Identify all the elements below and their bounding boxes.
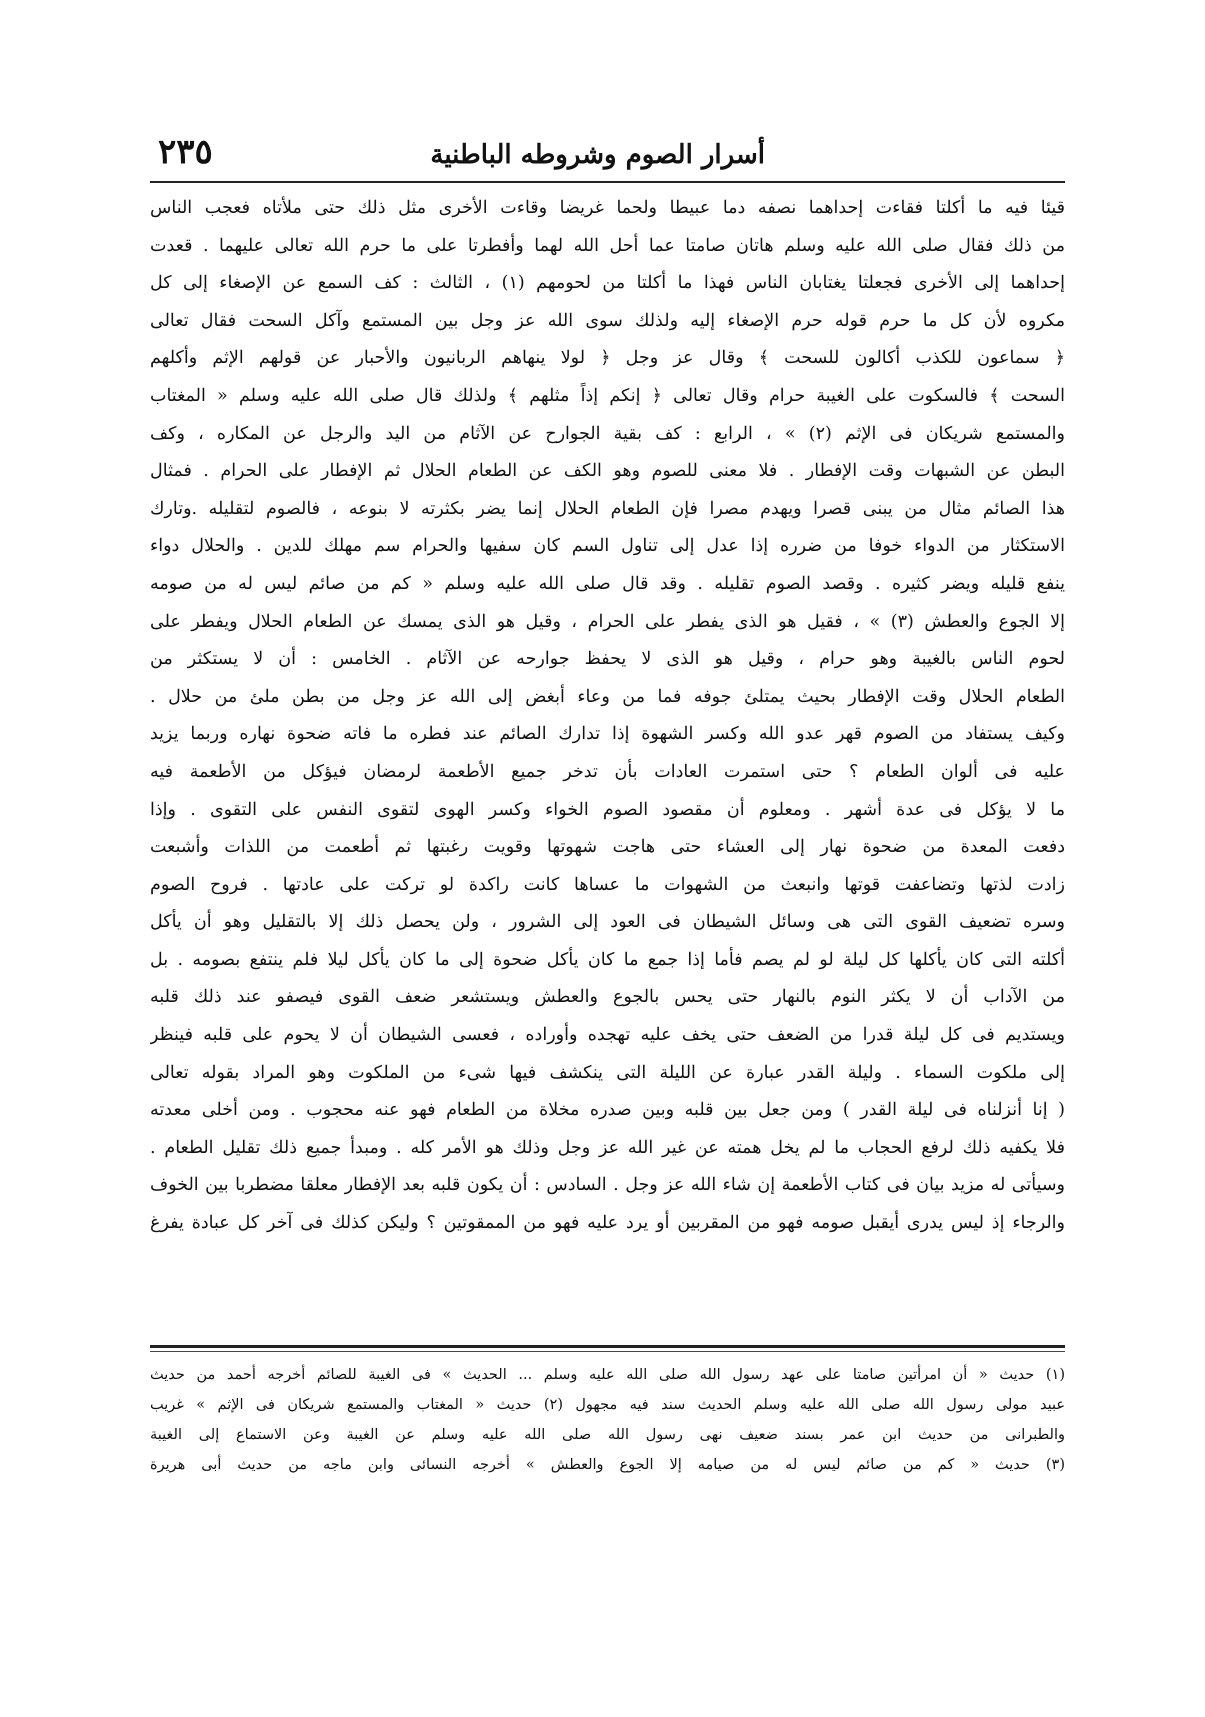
text-line: وسيأتى له مزيد بيان فى كتاب الأطعمة إن شاء الله عز وجل . السادس : أن يكون قلبه بعد الإفطار معلقا مضطربا بين الخوف	[150, 1175, 1065, 1196]
footnote-separator-thin	[150, 1351, 1065, 1352]
text-line: إلى ملكوت السماء . وليلة القدر عبارة عن الليلة التى ينكشف فيها شىء من الملكوت وهو المراد بقوله تعالى	[150, 1062, 1065, 1083]
text-line: فلا يكفيه ذلك لرفع الحجاب ما لم يخل همته عن غير الله عز وجل وذلك هو الأمر كله . ومبدأ جميع ذلك تقليل الطعام .	[150, 1137, 1065, 1158]
text-line: زادت لذتها وتضاعفت قوتها وانبعث من الشهوات ما عساها كانت راكدة لو تركت على عادتها . فروح الصوم	[150, 874, 1065, 895]
text-line: إحداهما إلى الأخرى فجعلتا يغتابان الناس فهذا ما أكلتا من لحومهم (١) ، الثالث : كف السمع عن الإصغاء إلى كل	[150, 273, 1065, 294]
text-line: ﴿ سماعون للكذب أكالون للسحت ﴾ وقال عز وجل ﴿ لولا ينهاهم الربانيون والأحبار عن قولهم الإثم وأكلهم	[150, 348, 1065, 369]
text-line: من ذلك فقال صلى الله عليه وسلم هاتان صامتا عما أحل الله لهما وأفطرتا على ما حرم الله تعالى عليهما . قعدت	[150, 235, 1065, 256]
footnote-line: والطبرانى من حديث ابن عمر بسند ضعيف نهى رسول الله صلى الله عليه وسلم عن الغيبة وعن الاستماع إلى الغيبة	[150, 1427, 1065, 1443]
footnotes	[150, 1360, 1065, 1480]
footnote-line: عبيد مولى رسول الله صلى الله عليه وسلم الحديث سند فيه مجهول (٢) حديث « المغتاب والمستمع شريكان فى الإثم » غريب	[150, 1397, 1065, 1413]
text-line: السحت ﴾ فالسكوت على الغيبة حرام وقال تعالى ﴿ إنكم إذاً مثلهم ﴾ ولذلك قال صلى الله عليه وسلم « المغتاب	[150, 385, 1065, 406]
text-line: الطعام الحلال وقت الإفطار بحيث يمتلئ جوفه فما من وعاء أبغض إلى الله عز وجل من بطن ملئ من حلال .	[150, 686, 1065, 707]
page-number: ٢٣٥	[158, 132, 213, 172]
text-line: مكروه لأن كل ما حرم قوله حرم الإصغاء إليه ولذلك سوى الله عز وجل بين المستمع وآكل السحت فقال تعالى	[150, 310, 1065, 331]
text-line: عليه فى ألوان الطعام ؟ حتى استمرت العادات بأن تدخر جميع الأطعمة لرمضان فيؤكل من الأطعمة فيه	[150, 761, 1065, 782]
text-line: إلا الجوع والعطش (٣) » ، فقيل هو الذى يفطر على الحرام ، وقيل هو الذى يمسك عن الطعام الحلال ويفطر على	[150, 611, 1065, 632]
text-line: دفعت المعدة من ضحوة نهار إلى العشاء حتى هاجت شهوتها وقويت رغبتها ثم أطعمت من اللذات وأشبعت	[150, 837, 1065, 858]
text-line: وكيف يستفاد من الصوم قهر عدو الله وكسر الشهوة إذا تدارك الصائم عند فطره ما فاته ضحوة نهاره وربما يزيد	[150, 724, 1065, 745]
text-line: البطن عن الشبهات وقت الإفطار . فلا معنى للصوم وهو الكف عن الطعام الحلال ثم الإفطار على الحرام . فمثال	[150, 461, 1065, 482]
footnote-line: (١) حديث « أن امرأتين صامتا على عهد رسول الله صلى الله عليه وسلم ... الحديث » فى الغيبة للصائم أخرجه أحمد من حديث	[150, 1367, 1065, 1383]
running-title: أسرار الصوم وشروطه الباطنية	[430, 140, 765, 170]
text-line: ( إنا أنزلناه فى ليلة القدر ) ومن جعل بين قلبه وبين صدره مخلاة من الطعام فهو عنه محجوب . ومن أخلى معدته	[150, 1100, 1065, 1121]
text-line: من الآداب أن لا يكثر النوم بالنهار حتى يحس بالجوع والعطش ويستشعر ضعف القوى فيصفو عند ذلك قلبه	[150, 987, 1065, 1008]
text-line: هذا الصائم مثال من يبنى قصرا ويهدم مصرا فإن الطعام الحلال إنما يضر بكثرته لا بنوعه ، فالصوم لتقليله .وتارك	[150, 498, 1065, 519]
text-line: ويستديم فى كل ليلة قدرا من الضعف حتى يخف عليه تهجده وأوراده ، فعسى الشيطان أن لا يحوم على قلبه فينظر	[150, 1025, 1065, 1046]
footnote-separator	[150, 1345, 1065, 1348]
main-text	[150, 190, 1065, 1243]
text-line: ينفع قليله ويضر كثيره . وقصد الصوم تقليله . وقد قال صلى الله عليه وسلم « كم من صائم ليس له من صومه	[150, 573, 1065, 594]
text-line: أكلته التى كان يأكلها كل ليلة لو لم يصم فأما إذا جمع ما كان يأكل ضحوة إلى ما كان يأكل ليلا فلم ينتفع بصومه . بل	[150, 949, 1065, 970]
header-rule	[150, 181, 1065, 183]
text-line: والرجاء إذ ليس يدرى أيقبل صومه فهو من المقربين أو يرد عليه فهو من الممقوتين ؟ وليكن كذلك فى آخر كل عبادة يفرغ	[150, 1213, 1065, 1234]
page-header	[150, 132, 1065, 182]
text-line: ما لا يؤكل فى عدة أشهر . ومعلوم أن مقصود الصوم الخواء وكسر الهوى لتقوى النفس على التقوى . وإذا	[150, 799, 1065, 820]
text-line: لحوم الناس بالغيبة وهو حرام ، وقيل هو الذى لا يحفظ جوارحه عن الآثام . الخامس : أن لا يستكثر من	[150, 649, 1065, 670]
text-line: وسره تضعيف القوى التى هى وسائل الشيطان فى العود إلى الشرور ، ولن يحصل ذلك إلا بالتقليل وهو أن يأكل	[150, 912, 1065, 933]
text-line: قيئا فيه ما أكلتا فقاءت إحداهما نصفه دما عبيطا ولحما غريضا وقاءت الأخرى مثل ذلك حتى ملأتاه فعجب الناس	[150, 198, 1065, 218]
text-line: الاستكثار من الدواء خوفا من ضرره إذا عدل إلى تناول السم كان سفيها والحرام سم مهلك للدين . والحلال دواء	[150, 536, 1065, 557]
text-line: والمستمع شريكان فى الإثم (٢) » ، الرابع : كف بقية الجوارح عن الآثام من اليد والرجل عن المكاره ، وكف	[150, 423, 1065, 444]
footnote-line: (٣) حديث « كم من صائم ليس له من صيامه إلا الجوع والعطش » أخرجه النسائى وابن ماجه من حديث أبى هريرة	[150, 1457, 1065, 1473]
